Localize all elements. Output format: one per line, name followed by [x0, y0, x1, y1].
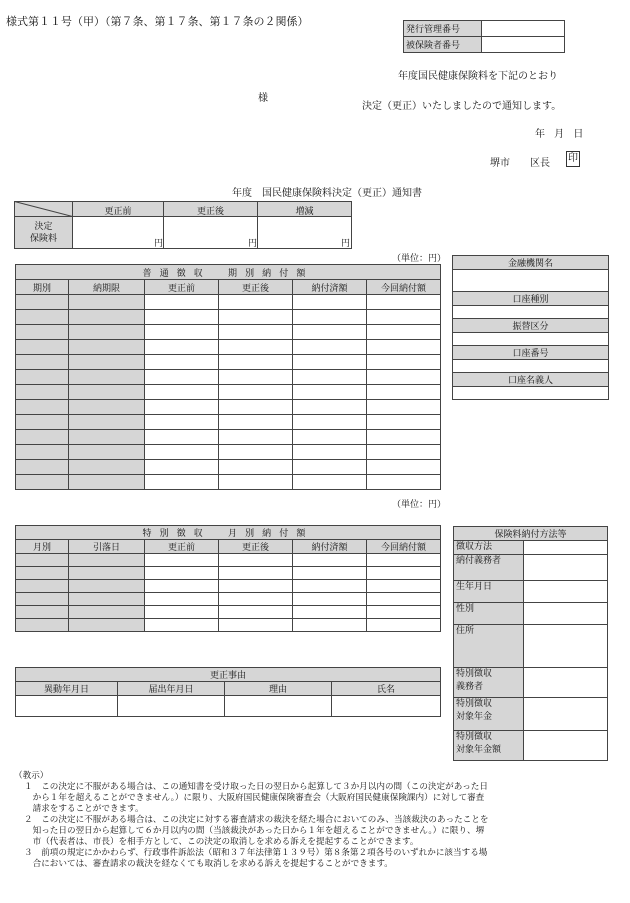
normal-cell [293, 430, 367, 445]
normal-cell [293, 325, 367, 340]
special-cell [69, 619, 145, 632]
decision-row-label: 決定 保険料 [29, 222, 57, 244]
normal-cell [293, 310, 367, 325]
payment-method-table [453, 526, 608, 761]
special-cell [367, 567, 441, 580]
normal-cell [367, 415, 441, 430]
issuer-title: 区長 [530, 158, 550, 169]
special-header: 月別 [16, 540, 69, 554]
normal-cell [69, 355, 145, 370]
normal-cell [293, 475, 367, 490]
normal-cell [145, 340, 219, 355]
payment-method-label: 特別徴収 対象年金 [454, 698, 524, 731]
special-cell [16, 619, 69, 632]
normal-cell [16, 430, 69, 445]
normal-cell [293, 445, 367, 460]
special-cell [219, 554, 293, 567]
special-cell [219, 567, 293, 580]
bank-value [453, 270, 609, 292]
unit-label-special: （単位：円） [392, 500, 447, 510]
instructions [14, 771, 489, 870]
payment-method-label: 特別徴収 義務者 [454, 668, 524, 698]
instruction-line: 合においては、審査請求の裁決を経なくても取消しを求める訴えを提起することができます。 [24, 859, 393, 869]
normal-cell [367, 460, 441, 475]
normal-row [16, 415, 441, 430]
normal-cell [145, 430, 219, 445]
special-header: 納付済額 [293, 540, 367, 554]
normal-collection-table [15, 264, 441, 490]
normal-cell [16, 325, 69, 340]
decision-header-after: 更正後 [196, 207, 224, 217]
normal-header: 更正後 [219, 280, 293, 295]
unit-label-normal: （単位：円） [392, 254, 447, 264]
normal-cell [69, 340, 145, 355]
special-cell [145, 580, 219, 593]
special-row [16, 554, 441, 567]
normal-cell [145, 310, 219, 325]
normal-cell [367, 445, 441, 460]
normal-row [16, 295, 441, 310]
normal-cell [219, 400, 293, 415]
special-cell [293, 593, 367, 606]
insured-number-label: 被保険者番号 [404, 37, 482, 53]
issue-date: 年 月 日 [535, 129, 587, 140]
normal-header: 期別 [16, 280, 69, 295]
special-header: 更正前 [145, 540, 219, 554]
special-cell [69, 606, 145, 619]
normal-cell [69, 415, 145, 430]
normal-header: 更正前 [145, 280, 219, 295]
bank-label: 口座種別 [453, 292, 609, 306]
normal-cell [367, 310, 441, 325]
special-cell [367, 619, 441, 632]
special-cell [16, 567, 69, 580]
change-cell-moved-date [16, 696, 118, 717]
payment-method-title: 保険料納付方法等 [454, 527, 608, 541]
special-row [16, 606, 441, 619]
bank-label: 振替区分 [453, 319, 609, 333]
special-row [16, 567, 441, 580]
decision-header-before: 更正前 [104, 207, 132, 217]
special-cell [145, 606, 219, 619]
payment-method-value [524, 698, 608, 731]
special-cell [16, 580, 69, 593]
change-cell-reason [225, 696, 332, 717]
document-title: 年度 国民健康保険料決定（更正）通知書 [232, 188, 422, 199]
special-cell [367, 593, 441, 606]
seal-box: 印 [566, 151, 580, 167]
bank-label: 金融機関名 [453, 256, 609, 270]
instruction-line: 市（代表者は、市長）を相手方として、この決定の取消しを求める訴えを提起することができます。 [24, 837, 419, 847]
special-cell [69, 580, 145, 593]
special-cell [293, 554, 367, 567]
instruction-line: から１年を超えることができません。）に限り、大阪府国民健康保険審査会（大阪府国民健康保険課内）に対して審査 [24, 793, 485, 803]
normal-cell [145, 325, 219, 340]
normal-row [16, 355, 441, 370]
bank-value [453, 360, 609, 373]
bank-info-table [452, 255, 609, 400]
special-table-title: 特別徴収 月別納付額 [16, 526, 441, 540]
normal-cell [219, 310, 293, 325]
normal-cell [69, 370, 145, 385]
insured-number-value [482, 37, 565, 53]
recipient-honorific: 様 [258, 93, 268, 104]
change-reason-table [15, 667, 441, 717]
normal-cell [69, 475, 145, 490]
normal-cell [293, 370, 367, 385]
payment-method-label: 特別徴収 対象年金額 [454, 731, 524, 761]
normal-cell [69, 295, 145, 310]
normal-cell [16, 340, 69, 355]
payment-method-label: 住所 [454, 625, 524, 668]
normal-cell [293, 295, 367, 310]
normal-cell [367, 400, 441, 415]
special-cell [219, 593, 293, 606]
normal-cell [69, 310, 145, 325]
normal-cell [367, 340, 441, 355]
special-cell [69, 554, 145, 567]
special-cell [16, 606, 69, 619]
normal-cell [145, 475, 219, 490]
payment-method-value [524, 731, 608, 761]
normal-cell [16, 460, 69, 475]
normal-cell [145, 415, 219, 430]
special-cell [367, 554, 441, 567]
change-header: 氏名 [332, 682, 441, 696]
normal-cell [69, 385, 145, 400]
payment-method-value [524, 541, 608, 555]
normal-header: 納付済額 [293, 280, 367, 295]
bank-label: 口座名義人 [453, 373, 609, 387]
special-cell [69, 567, 145, 580]
normal-cell [367, 355, 441, 370]
normal-cell [219, 475, 293, 490]
special-cell [69, 593, 145, 606]
special-cell [219, 580, 293, 593]
change-reason-title: 更正事由 [16, 668, 441, 682]
normal-cell [367, 295, 441, 310]
instruction-line: １ この決定に不服がある場合は、この通知書を受け取った日の翌日から起算して３か月以内の間（この決定があった日 [24, 782, 488, 792]
instruction-line: ２ この決定に不服がある場合は、この決定に対する審査請求の裁決を経た場合においてのみ、当該裁決のあったことを [24, 815, 489, 825]
normal-cell [219, 430, 293, 445]
special-cell [367, 606, 441, 619]
normal-header: 納期限 [69, 280, 145, 295]
normal-cell [69, 325, 145, 340]
special-row [16, 580, 441, 593]
normal-cell [367, 385, 441, 400]
normal-cell [219, 340, 293, 355]
instruction-line: 知った日の翌日から起算して６か月以内の間（当該裁決があった日から１年を超えることができません。）に限り、堺 [24, 826, 485, 836]
special-cell [219, 619, 293, 632]
normal-cell [145, 385, 219, 400]
change-header: 異動年月日 [16, 682, 118, 696]
normal-cell [219, 445, 293, 460]
normal-cell [145, 370, 219, 385]
special-cell [219, 606, 293, 619]
normal-cell [145, 355, 219, 370]
special-cell [145, 554, 219, 567]
normal-cell [16, 445, 69, 460]
normal-cell [16, 355, 69, 370]
special-cell [16, 593, 69, 606]
special-cell [145, 567, 219, 580]
normal-row [16, 460, 441, 475]
normal-cell [16, 400, 69, 415]
special-cell [293, 580, 367, 593]
payment-method-label: 生年月日 [454, 581, 524, 603]
normal-cell [16, 310, 69, 325]
normal-cell [16, 370, 69, 385]
normal-cell [293, 385, 367, 400]
normal-cell [293, 400, 367, 415]
change-cell-notified-date [118, 696, 225, 717]
normal-cell [16, 415, 69, 430]
decision-unit-before: 円 [154, 239, 164, 249]
change-header: 届出年月日 [118, 682, 225, 696]
decision-header-diff: 増減 [295, 207, 314, 217]
payment-method-value [524, 625, 608, 668]
intro-line1: 年度国民健康保険料を下記のとおり [398, 71, 558, 82]
normal-row [16, 475, 441, 490]
normal-cell [367, 475, 441, 490]
normal-cell [16, 475, 69, 490]
decision-table [14, 201, 352, 249]
payment-method-value [524, 603, 608, 625]
normal-cell [219, 325, 293, 340]
payment-method-label: 納付義務者 [454, 555, 524, 581]
normal-cell [145, 460, 219, 475]
special-cell [16, 554, 69, 567]
instructions-heading: （教示） [14, 771, 49, 781]
normal-cell [69, 400, 145, 415]
bank-value [453, 306, 609, 319]
normal-cell [293, 415, 367, 430]
special-header: 引落日 [69, 540, 145, 554]
normal-cell [219, 355, 293, 370]
special-row [16, 619, 441, 632]
bank-label: 口座番号 [453, 346, 609, 360]
normal-row [16, 340, 441, 355]
special-cell [293, 619, 367, 632]
payment-method-label: 徴収方法 [454, 541, 524, 555]
normal-row [16, 430, 441, 445]
special-header: 今回納付額 [367, 540, 441, 554]
normal-row [16, 445, 441, 460]
normal-cell [367, 370, 441, 385]
normal-cell [145, 400, 219, 415]
normal-cell [69, 430, 145, 445]
issue-number-label: 発行管理番号 [404, 21, 482, 37]
special-cell [145, 619, 219, 632]
special-row [16, 593, 441, 606]
normal-cell [367, 325, 441, 340]
normal-cell [16, 295, 69, 310]
intro-line2: 決定（更正）いたしましたので通知します。 [362, 101, 562, 112]
normal-row [16, 385, 441, 400]
special-cell [293, 567, 367, 580]
issuer-city: 堺市 [490, 158, 510, 169]
normal-row [16, 370, 441, 385]
normal-cell [145, 295, 219, 310]
decision-unit-after: 円 [248, 239, 258, 249]
payment-method-label: 性別 [454, 603, 524, 625]
normal-cell [293, 355, 367, 370]
bank-value [453, 333, 609, 346]
normal-row [16, 325, 441, 340]
normal-cell [219, 460, 293, 475]
change-cell-name [332, 696, 441, 717]
decision-unit-diff: 円 [341, 239, 351, 249]
special-cell [293, 606, 367, 619]
instruction-line: ３ 前項の規定にかかわらず、行政事件訴訟法（昭和３７年法律第１３９号）第８条第２項各号のいずれかに該当する場 [24, 848, 488, 858]
special-cell [145, 593, 219, 606]
normal-cell [219, 415, 293, 430]
normal-cell [219, 295, 293, 310]
normal-cell [219, 370, 293, 385]
special-collection-table [15, 525, 441, 632]
issue-box [403, 20, 565, 53]
bank-value [453, 387, 609, 400]
normal-header: 今回納付額 [367, 280, 441, 295]
change-header: 理由 [225, 682, 332, 696]
payment-method-value [524, 668, 608, 698]
normal-table-title: 普通徴収 期別納付額 [16, 265, 441, 280]
normal-row [16, 400, 441, 415]
payment-method-value [524, 555, 608, 581]
normal-cell [293, 460, 367, 475]
special-cell [367, 580, 441, 593]
instruction-line: 請求をすることができます。 [24, 804, 144, 814]
payment-method-value [524, 581, 608, 603]
normal-cell [219, 385, 293, 400]
normal-cell [293, 340, 367, 355]
form-id: 様式第１１号（甲）（第７条、第１７条、第１７条の２関係） [6, 15, 309, 28]
normal-cell [69, 460, 145, 475]
normal-cell [69, 445, 145, 460]
special-header: 更正後 [219, 540, 293, 554]
normal-cell [145, 445, 219, 460]
normal-row [16, 310, 441, 325]
normal-cell [367, 430, 441, 445]
issue-number-value [482, 21, 565, 37]
normal-cell [16, 385, 69, 400]
